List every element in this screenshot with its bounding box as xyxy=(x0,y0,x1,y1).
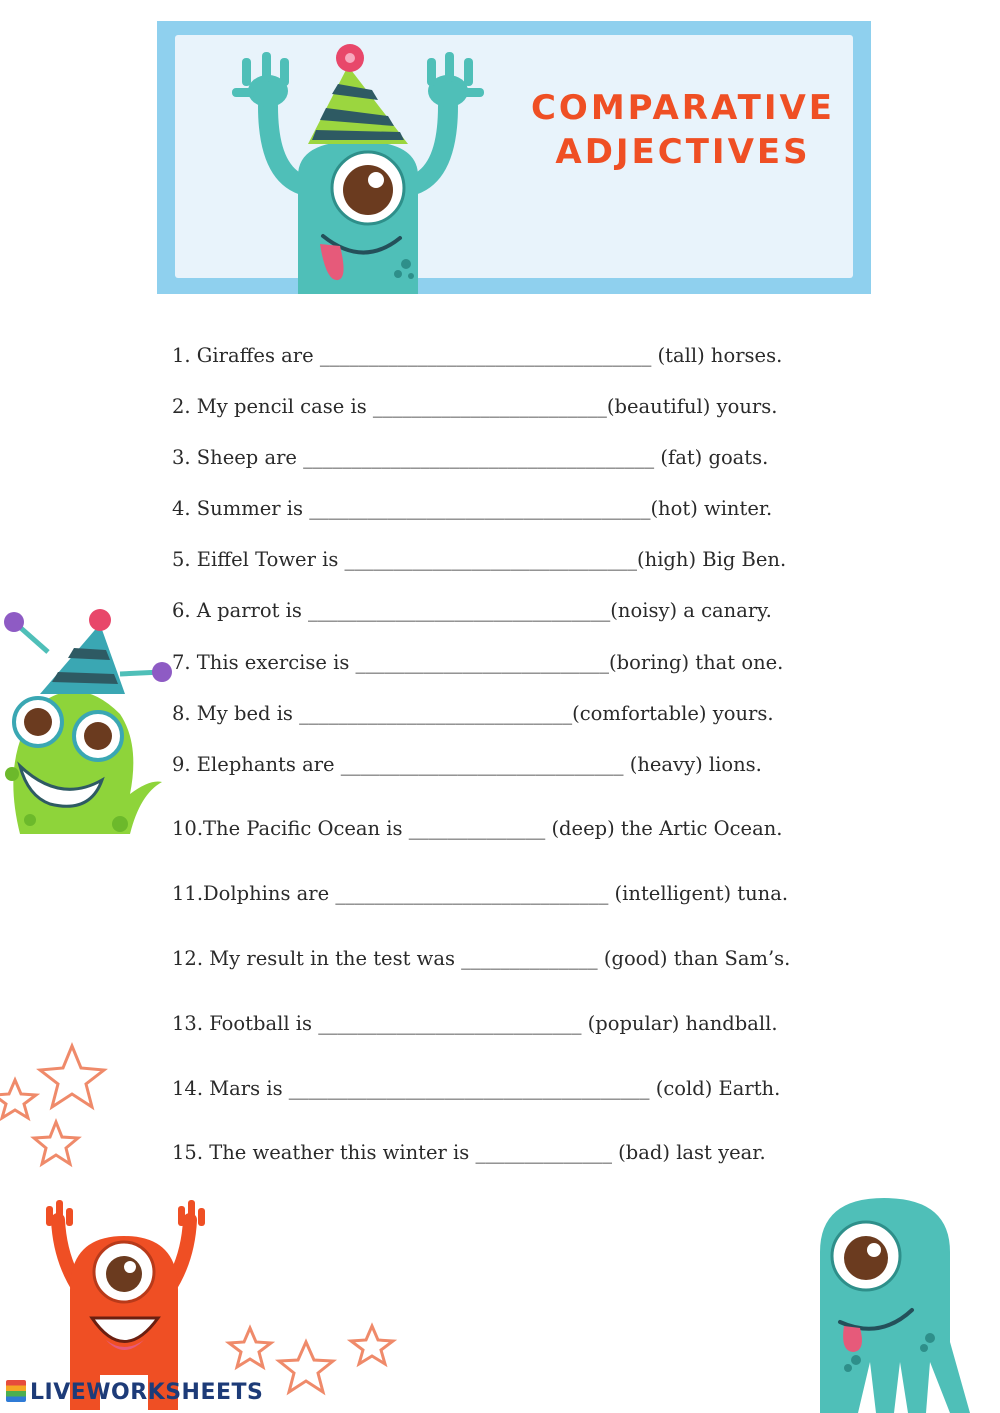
brand-text: LIVEWORKSHEETS xyxy=(30,1380,264,1405)
exercise-item: 1. Giraffes are __________________________________ (tall) horses. xyxy=(172,344,783,367)
title-line-1: COMPARATIVE xyxy=(530,88,836,128)
exercise-item: 7. This exercise is __________________________(boring) that one. xyxy=(172,651,784,674)
exercise-item: 13. Football is ___________________________ (popular) handball. xyxy=(172,1012,778,1035)
exercise-item: 11.Dolphins are ____________________________ (intelligent) tuna. xyxy=(172,882,789,905)
title-line-2: ADJECTIVES xyxy=(555,132,811,172)
exercise-item: 14. Mars is _____________________________________ (cold) Earth. xyxy=(172,1077,781,1100)
liveworksheets-logo-icon xyxy=(6,1380,26,1402)
exercise-item: 2. My pencil case is ________________________(beautiful) yours. xyxy=(172,395,778,418)
exercise-item: 12. My result in the test was ______________ (good) than Sam’s. xyxy=(172,947,791,970)
exercise-item: 5. Eiffel Tower is ______________________________(high) Big Ben. xyxy=(172,548,787,571)
footer-brand xyxy=(6,1380,263,1405)
exercise-item: 10.The Pacific Ocean is ______________ (deep) the Artic Ocean. xyxy=(172,817,783,840)
exercise-item: 9. Elephants are _____________________________ (heavy) lions. xyxy=(172,753,762,776)
exercise-item: 3. Sheep are ____________________________________ (fat) goats. xyxy=(172,446,769,469)
teal-monster-icon xyxy=(800,1192,1000,1413)
exercise-item: 6. A parrot is _______________________________(noisy) a canary. xyxy=(172,599,772,622)
exercise-item: 4. Summer is ___________________________________(hot) winter. xyxy=(172,497,773,520)
red-monster-icon xyxy=(40,1200,210,1410)
exercise-item: 8. My bed is ____________________________(comfortable) yours. xyxy=(172,702,774,725)
exercise-item: 15. The weather this winter is ______________ (bad) last year. xyxy=(172,1141,766,1164)
